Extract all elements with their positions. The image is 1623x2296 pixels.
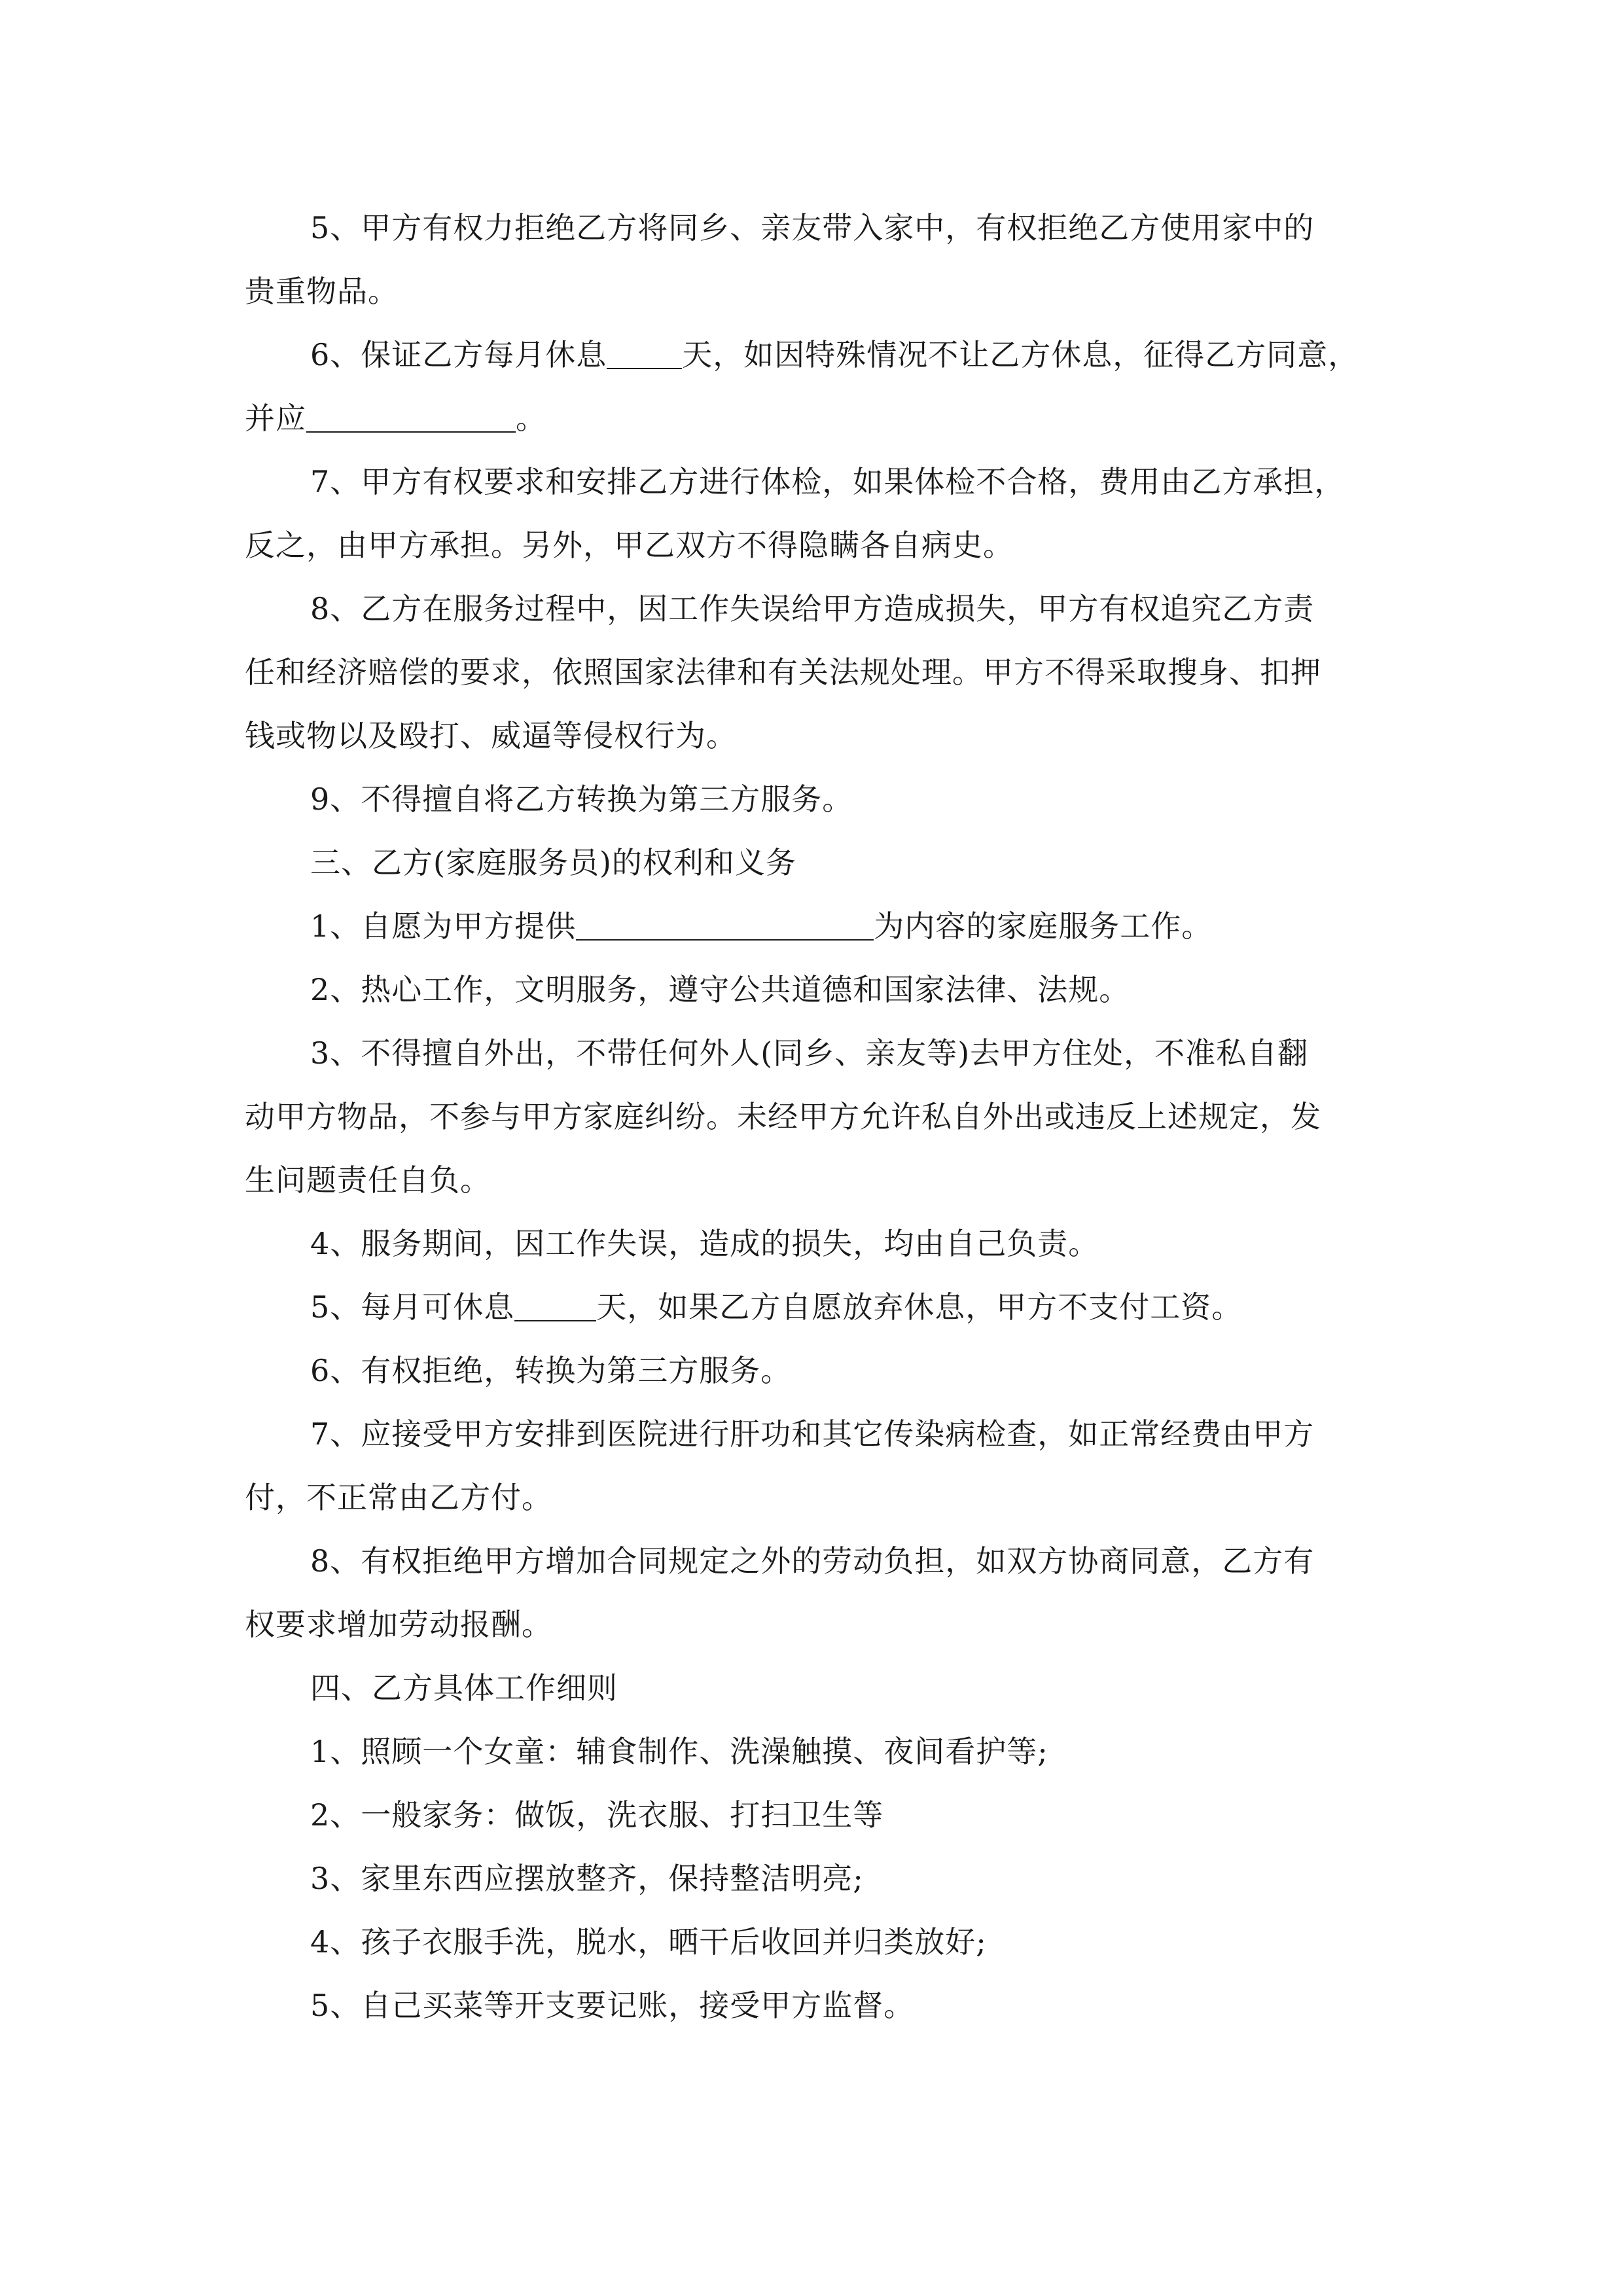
- clause-b-4: [245, 1212, 1383, 1276]
- text-line: 9、不得擅自将乙方转换为第三方服务。: [310, 781, 853, 817]
- text-line: 2、一般家务：做饭，洗衣服、打扫卫生等: [310, 1797, 884, 1833]
- text-segment: 天，如果乙方自愿放弃休息，甲方不支付工资。: [596, 1289, 1243, 1325]
- text-segment: 为内容的家庭服务工作。: [874, 908, 1213, 944]
- text-line: 7、应接受甲方安排到医院进行肝功和其它传染病检查，如正常经费由甲方: [310, 1416, 1315, 1452]
- text-segment: 1、自愿为甲方提供: [310, 908, 577, 944]
- text-segment: 6、保证乙方每月休息: [310, 337, 607, 372]
- clause-b-7: [245, 1403, 1383, 1530]
- text-line: [245, 323, 1383, 387]
- clause-b-6: [245, 1339, 1383, 1403]
- text-line: 付，不正常由乙方付。: [245, 1480, 552, 1515]
- clause-a-8: [245, 577, 1383, 768]
- text-line: 5、甲方有权力拒绝乙方将同乡、亲友带入家中，有权拒绝乙方使用家中的: [310, 210, 1315, 245]
- text-line: 4、孩子衣服手洗，脱水，晒干后收回并归类放好;: [310, 1924, 987, 1960]
- text-line: 8、乙方在服务过程中，因工作失误给甲方造成损失，甲方有权追究乙方责: [310, 591, 1315, 626]
- clause-a-7: [245, 450, 1383, 577]
- text-line: 贵重物品。: [245, 274, 399, 309]
- text-line: [245, 1276, 1383, 1339]
- clause-b-8: [245, 1530, 1383, 1657]
- fill-in-blank-compensation[interactable]: [306, 405, 516, 433]
- section-heading: 四、乙方具体工作细则: [310, 1670, 618, 1706]
- text-segment: 天，如因特殊情况不让乙方休息，征得乙方同意，: [682, 337, 1359, 372]
- text-line: 6、有权拒绝，转换为第三方服务。: [310, 1353, 792, 1388]
- fill-in-blank-monthly-rest[interactable]: [514, 1294, 596, 1321]
- text-line: 4、服务期间，因工作失误，造成的损失，均由自己负责。: [310, 1226, 1099, 1261]
- text-line: 5、自己买菜等开支要记账，接受甲方监督。: [310, 1988, 915, 2023]
- clause-a-6: [245, 323, 1383, 450]
- text-line: 1、照顾一个女童：辅食制作、洗澡触摸、夜间看护等;: [310, 1734, 1048, 1769]
- text-line: 7、甲方有权要求和安排乙方进行体检，如果体检不合格，费用由乙方承担，: [310, 464, 1346, 499]
- text-line: 8、有权拒绝甲方增加合同规定之外的劳动负担，如双方协商同意，乙方有: [310, 1543, 1315, 1579]
- clause-b-5: [245, 1276, 1383, 1339]
- duty-5: [245, 1974, 1383, 2037]
- section-heading-3: [245, 831, 1383, 895]
- text-line: 反之，由甲方承担。另外，甲乙双方不得隐瞒各自病史。: [245, 528, 1014, 563]
- text-line: 生问题责任自负。: [245, 1162, 491, 1198]
- clause-b-1: [245, 895, 1383, 958]
- duty-2: [245, 1784, 1383, 1847]
- text-line: [245, 387, 1383, 450]
- document-body: [245, 196, 1383, 2037]
- text-line: 动甲方物品，不参与甲方家庭纠纷。未经甲方允许私自外出或违反上述规定，发: [245, 1099, 1321, 1134]
- text-line: 权要求增加劳动报酬。: [245, 1607, 552, 1642]
- duty-3: [245, 1847, 1383, 1910]
- text-line: 3、家里东西应摆放整齐，保持整洁明亮;: [310, 1861, 864, 1896]
- fill-in-blank-service-content[interactable]: [576, 913, 874, 941]
- clause-b-3: [245, 1022, 1383, 1212]
- text-line: [245, 895, 1383, 958]
- clause-a-5: [245, 196, 1383, 323]
- text-segment: 。: [516, 401, 546, 436]
- text-segment: 并应: [245, 401, 306, 436]
- text-line: 3、不得擅自外出，不带任何外人(同乡、亲友等)去甲方住处，不准私自翻: [310, 1035, 1309, 1071]
- text-line: 任和经济赔偿的要求，依照国家法律和有关法规处理。甲方不得采取搜身、扣押: [245, 655, 1321, 690]
- fill-in-blank-rest-days[interactable]: [607, 342, 682, 369]
- section-heading: 三、乙方(家庭服务员)的权利和义务: [310, 845, 796, 880]
- clause-a-9: [245, 768, 1383, 831]
- text-segment: 5、每月可休息: [310, 1289, 515, 1325]
- text-line: 钱或物以及殴打、威逼等侵权行为。: [245, 718, 737, 753]
- section-heading-4: [245, 1657, 1383, 1720]
- text-line: 2、热心工作，文明服务，遵守公共道德和国家法律、法规。: [310, 972, 1130, 1007]
- duty-1: [245, 1720, 1383, 1784]
- duty-4: [245, 1910, 1383, 1974]
- clause-b-2: [245, 958, 1383, 1022]
